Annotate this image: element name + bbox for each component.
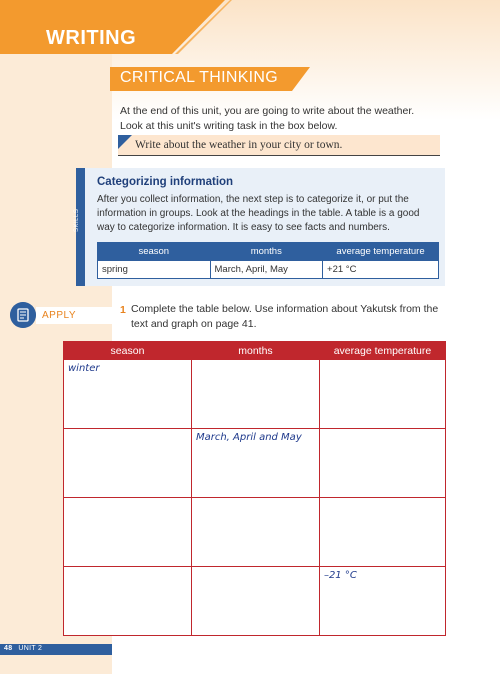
table-cell: March, April, May: [210, 261, 323, 279]
answer-cell[interactable]: [319, 360, 445, 429]
apply-icon: [10, 302, 36, 328]
task-underline: [118, 155, 440, 156]
answer-cell[interactable]: winter: [64, 360, 192, 429]
answer-cell[interactable]: [191, 498, 319, 567]
intro-paragraph: At the end of this unit, you are going to write about the weather. Look at this unit's writing task in the box below.: [120, 105, 415, 132]
skills-title: Categorizing information: [97, 176, 234, 188]
answer-cell[interactable]: March, April and May: [191, 429, 319, 498]
footer: [4, 645, 42, 652]
column-header: average temperature: [323, 243, 439, 261]
answer-cell[interactable]: [319, 429, 445, 498]
answer-cell[interactable]: [64, 567, 192, 636]
unit-label: UNIT 2: [18, 645, 43, 652]
column-header: months: [191, 342, 319, 360]
answer-cell[interactable]: [64, 498, 192, 567]
skills-side-label: SKILLS: [74, 208, 80, 232]
writing-task-text: Write about the weather in your city or town.: [135, 139, 343, 151]
table-row: [98, 261, 439, 279]
answer-table-header: [64, 342, 446, 360]
table-row: [64, 567, 446, 636]
answer-cell[interactable]: [319, 498, 445, 567]
column-header: season: [98, 243, 211, 261]
question-text: Complete the table below. Use information about Yakutsk from the text and graph on page 41.: [131, 303, 439, 330]
column-header: months: [210, 243, 323, 261]
section-title: WRITING: [46, 27, 137, 49]
question-number: 1: [120, 304, 126, 316]
table-cell: +21 °C: [323, 261, 439, 279]
subsection-title: CRITICAL THINKING: [120, 69, 279, 86]
answer-cell[interactable]: [191, 567, 319, 636]
example-table: [97, 242, 439, 279]
column-header: season: [64, 342, 192, 360]
answer-cell[interactable]: –21 °C: [319, 567, 445, 636]
task-corner-icon: [118, 135, 132, 149]
table-row: [64, 429, 446, 498]
answer-cell[interactable]: [64, 429, 192, 498]
answer-cell[interactable]: [191, 360, 319, 429]
table-row: [64, 360, 446, 429]
skills-body: After you collect information, the next step is to categorize it, or put the information in groups. Look at the headings in the table. A table is a good way to categorize information. It is easy to see facts and numbers.: [97, 194, 420, 233]
answer-table: [63, 341, 446, 636]
column-header: average temperature: [319, 342, 445, 360]
table-row: [64, 498, 446, 567]
apply-label: APPLY: [42, 310, 76, 321]
example-table-header: [98, 243, 439, 261]
page-number: 48: [4, 645, 13, 652]
table-cell: spring: [98, 261, 211, 279]
